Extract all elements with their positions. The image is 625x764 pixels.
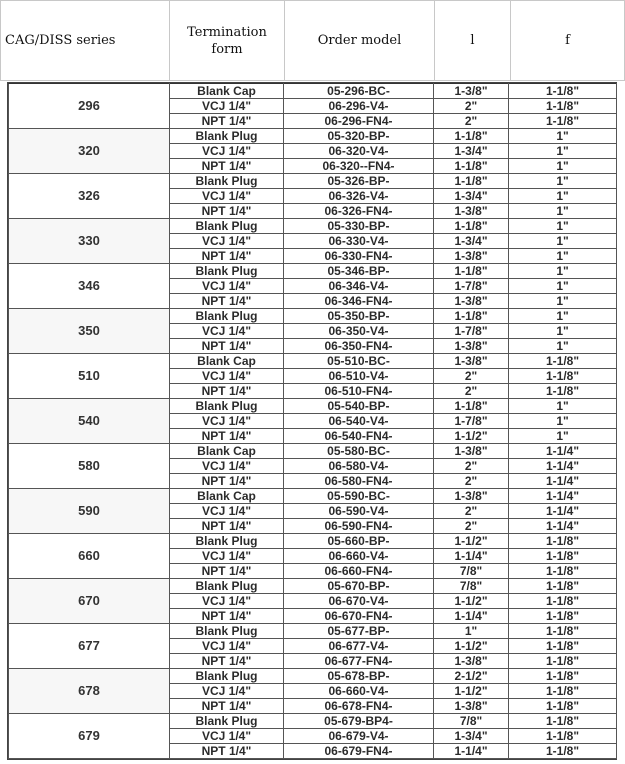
f-cell: 1-1/8"	[509, 699, 617, 714]
f-cell: 1"	[509, 279, 617, 294]
l-cell: 1-1/2"	[434, 534, 509, 549]
f-cell: 1"	[509, 144, 617, 159]
termination-cell: VCJ 1/4"	[170, 414, 284, 429]
termination-cell: Blank Plug	[170, 714, 284, 729]
l-cell: 2"	[434, 474, 509, 489]
series-cell: 677	[9, 624, 170, 669]
spec-table	[8, 83, 617, 759]
order-model-cell: 06-660-V4-	[284, 684, 434, 699]
order-model-cell: 05-677-BP-	[284, 624, 434, 639]
l-cell: 7/8"	[434, 714, 509, 729]
termination-cell: VCJ 1/4"	[170, 459, 284, 474]
order-model-cell: 06-330-FN4-	[284, 249, 434, 264]
order-model-cell: 06-350-V4-	[284, 324, 434, 339]
order-model-cell: 06-540-FN4-	[284, 429, 434, 444]
series-cell: 296	[9, 84, 170, 129]
f-cell: 1-1/8"	[509, 609, 617, 624]
f-cell: 1-1/8"	[509, 549, 617, 564]
f-cell: 1-1/8"	[509, 654, 617, 669]
order-model-cell: 06-320--FN4-	[284, 159, 434, 174]
termination-cell: NPT 1/4"	[170, 384, 284, 399]
l-cell: 1-1/4"	[434, 609, 509, 624]
f-cell: 1"	[509, 294, 617, 309]
termination-cell: VCJ 1/4"	[170, 324, 284, 339]
table-row	[9, 624, 617, 639]
termination-cell: Blank Plug	[170, 129, 284, 144]
termination-column-header	[170, 1, 285, 81]
f-cell: 1-1/8"	[509, 354, 617, 369]
series-cell: 320	[9, 129, 170, 174]
series-cell: 678	[9, 669, 170, 714]
termination-cell: VCJ 1/4"	[170, 639, 284, 654]
termination-cell: NPT 1/4"	[170, 204, 284, 219]
order-model-column-header: Order model	[285, 1, 435, 81]
l-cell: 1-1/8"	[434, 399, 509, 414]
l-cell: 1-3/4"	[434, 234, 509, 249]
series-cell: 670	[9, 579, 170, 624]
order-model-cell: 06-660-FN4-	[284, 564, 434, 579]
f-cell: 1-1/4"	[509, 474, 617, 489]
order-model-cell: 05-510-BC-	[284, 354, 434, 369]
order-model-cell: 06-296-FN4-	[284, 114, 434, 129]
order-model-cell: 05-660-BP-	[284, 534, 434, 549]
termination-header-line2: form	[211, 41, 243, 57]
termination-cell: VCJ 1/4"	[170, 279, 284, 294]
table-row	[9, 489, 617, 504]
l-cell: 1-1/8"	[434, 159, 509, 174]
order-model-cell: 06-350-FN4-	[284, 339, 434, 354]
f-cell: 1-1/4"	[509, 489, 617, 504]
order-model-cell: 05-590-BC-	[284, 489, 434, 504]
l-cell: 1-1/2"	[434, 684, 509, 699]
table-row	[9, 714, 617, 729]
order-model-cell: 05-346-BP-	[284, 264, 434, 279]
f-cell: 1"	[509, 309, 617, 324]
series-cell: 330	[9, 219, 170, 264]
table-row	[9, 444, 617, 459]
l-cell: 7/8"	[434, 579, 509, 594]
f-cell: 1-1/8"	[509, 744, 617, 759]
table-row	[9, 264, 617, 279]
series-cell: 346	[9, 264, 170, 309]
l-cell: 1-3/8"	[434, 444, 509, 459]
f-cell: 1"	[509, 414, 617, 429]
table-row	[9, 534, 617, 549]
order-model-cell: 06-580-V4-	[284, 459, 434, 474]
series-cell: 590	[9, 489, 170, 534]
f-cell: 1"	[509, 339, 617, 354]
f-cell: 1-1/8"	[509, 729, 617, 744]
f-cell: 1-1/4"	[509, 504, 617, 519]
l-cell: 1-3/8"	[434, 204, 509, 219]
l-cell: 1-3/8"	[434, 249, 509, 264]
f-cell: 1"	[509, 249, 617, 264]
termination-cell: VCJ 1/4"	[170, 144, 284, 159]
f-cell: 1-1/8"	[509, 579, 617, 594]
series-cell: 350	[9, 309, 170, 354]
f-cell: 1-1/8"	[509, 84, 617, 99]
termination-cell: Blank Plug	[170, 219, 284, 234]
f-cell: 1"	[509, 174, 617, 189]
series-cell: 326	[9, 174, 170, 219]
termination-cell: Blank Plug	[170, 399, 284, 414]
series-cell: 540	[9, 399, 170, 444]
f-cell: 1"	[509, 129, 617, 144]
f-cell: 1"	[509, 159, 617, 174]
termination-cell: Blank Cap	[170, 444, 284, 459]
termination-cell: NPT 1/4"	[170, 609, 284, 624]
f-cell: 1-1/8"	[509, 534, 617, 549]
termination-cell: Blank Cap	[170, 354, 284, 369]
order-model-cell: 05-678-BP-	[284, 669, 434, 684]
l-cell: 1-1/8"	[434, 174, 509, 189]
l-cell: 1-1/2"	[434, 639, 509, 654]
series-cell: 679	[9, 714, 170, 759]
order-model-cell: 06-326-V4-	[284, 189, 434, 204]
l-cell: 1"	[434, 624, 509, 639]
termination-cell: Blank Plug	[170, 669, 284, 684]
termination-cell: VCJ 1/4"	[170, 729, 284, 744]
table-row	[9, 219, 617, 234]
termination-cell: NPT 1/4"	[170, 249, 284, 264]
l-cell: 1-1/8"	[434, 309, 509, 324]
order-model-cell: 05-320-BP-	[284, 129, 434, 144]
order-model-cell: 06-677-FN4-	[284, 654, 434, 669]
f-cell: 1"	[509, 234, 617, 249]
termination-header-line1: Termination	[187, 24, 267, 40]
order-model-cell: 05-540-BP-	[284, 399, 434, 414]
l-cell: 1-1/4"	[434, 744, 509, 759]
l-cell: 1-3/8"	[434, 354, 509, 369]
l-cell: 2"	[434, 99, 509, 114]
f-cell: 1"	[509, 264, 617, 279]
termination-cell: Blank Plug	[170, 174, 284, 189]
f-cell: 1-1/8"	[509, 114, 617, 129]
order-model-cell: 06-320-V4-	[284, 144, 434, 159]
l-cell: 2"	[434, 369, 509, 384]
l-cell: 1-1/2"	[434, 594, 509, 609]
order-model-cell: 06-540-V4-	[284, 414, 434, 429]
order-model-cell: 06-660-V4-	[284, 549, 434, 564]
termination-cell: VCJ 1/4"	[170, 504, 284, 519]
termination-cell: VCJ 1/4"	[170, 684, 284, 699]
f-column-header: f	[511, 1, 625, 81]
order-model-cell: 05-670-BP-	[284, 579, 434, 594]
l-cell: 2"	[434, 384, 509, 399]
order-model-cell: 06-330-V4-	[284, 234, 434, 249]
f-cell: 1-1/8"	[509, 714, 617, 729]
l-cell: 1-3/8"	[434, 294, 509, 309]
table-row	[9, 669, 617, 684]
termination-cell: Blank Plug	[170, 624, 284, 639]
l-cell: 1-3/8"	[434, 489, 509, 504]
l-column-header: l	[435, 1, 511, 81]
order-model-cell: 05-580-BC-	[284, 444, 434, 459]
order-model-cell: 05-679-BP4-	[284, 714, 434, 729]
l-cell: 1-3/4"	[434, 144, 509, 159]
termination-cell: Blank Cap	[170, 489, 284, 504]
order-model-cell: 06-510-FN4-	[284, 384, 434, 399]
table-row	[9, 354, 617, 369]
f-cell: 1"	[509, 204, 617, 219]
l-cell: 1-7/8"	[434, 324, 509, 339]
series-cell: 660	[9, 534, 170, 579]
f-cell: 1-1/8"	[509, 684, 617, 699]
order-model-cell: 06-678-FN4-	[284, 699, 434, 714]
f-cell: 1-1/8"	[509, 369, 617, 384]
l-cell: 1-1/4"	[434, 549, 509, 564]
termination-cell: Blank Plug	[170, 579, 284, 594]
f-cell: 1"	[509, 219, 617, 234]
l-cell: 2"	[434, 504, 509, 519]
f-cell: 1"	[509, 324, 617, 339]
termination-cell: VCJ 1/4"	[170, 594, 284, 609]
f-cell: 1-1/8"	[509, 99, 617, 114]
termination-cell: VCJ 1/4"	[170, 99, 284, 114]
series-column-header: CAG/DISS series	[1, 1, 170, 81]
series-cell: 510	[9, 354, 170, 399]
termination-cell: Blank Plug	[170, 534, 284, 549]
order-model-cell: 06-346-FN4-	[284, 294, 434, 309]
f-cell: 1-1/8"	[509, 624, 617, 639]
order-model-cell: 06-326-FN4-	[284, 204, 434, 219]
order-model-cell: 06-670-V4-	[284, 594, 434, 609]
f-cell: 1-1/8"	[509, 564, 617, 579]
f-cell: 1-1/4"	[509, 519, 617, 534]
l-cell: 1-1/2"	[434, 429, 509, 444]
termination-cell: Blank Cap	[170, 84, 284, 99]
order-model-cell: 05-326-BP-	[284, 174, 434, 189]
f-cell: 1"	[509, 429, 617, 444]
termination-cell: NPT 1/4"	[170, 159, 284, 174]
termination-cell: VCJ 1/4"	[170, 549, 284, 564]
termination-cell: NPT 1/4"	[170, 114, 284, 129]
f-cell: 1-1/8"	[509, 669, 617, 684]
order-model-cell: 06-346-V4-	[284, 279, 434, 294]
table-row	[9, 579, 617, 594]
order-model-cell: 06-510-V4-	[284, 369, 434, 384]
l-cell: 1-3/4"	[434, 729, 509, 744]
f-cell: 1"	[509, 189, 617, 204]
f-cell: 1-1/8"	[509, 594, 617, 609]
f-cell: 1-1/4"	[509, 459, 617, 474]
table-body-frame	[7, 82, 617, 760]
termination-cell: NPT 1/4"	[170, 474, 284, 489]
table-row	[9, 129, 617, 144]
termination-cell: NPT 1/4"	[170, 744, 284, 759]
table-row	[9, 399, 617, 414]
order-model-cell: 06-590-FN4-	[284, 519, 434, 534]
l-cell: 1-1/8"	[434, 264, 509, 279]
order-model-cell: 06-677-V4-	[284, 639, 434, 654]
l-cell: 2"	[434, 519, 509, 534]
table-row	[9, 84, 617, 99]
l-cell: 2"	[434, 459, 509, 474]
l-cell: 1-3/8"	[434, 699, 509, 714]
order-model-cell: 06-590-V4-	[284, 504, 434, 519]
f-cell: 1-1/8"	[509, 639, 617, 654]
termination-cell: NPT 1/4"	[170, 339, 284, 354]
order-model-cell: 06-679-FN4-	[284, 744, 434, 759]
l-cell: 1-3/8"	[434, 84, 509, 99]
termination-cell: Blank Plug	[170, 309, 284, 324]
order-model-cell: 05-330-BP-	[284, 219, 434, 234]
termination-cell: VCJ 1/4"	[170, 234, 284, 249]
l-cell: 1-1/8"	[434, 129, 509, 144]
order-model-cell: 06-580-FN4-	[284, 474, 434, 489]
order-model-cell: 05-350-BP-	[284, 309, 434, 324]
table-row	[9, 174, 617, 189]
l-cell: 1-3/8"	[434, 654, 509, 669]
order-model-cell: 06-296-V4-	[284, 99, 434, 114]
l-cell: 7/8"	[434, 564, 509, 579]
table-header	[0, 0, 625, 81]
l-cell: 2"	[434, 114, 509, 129]
termination-cell: NPT 1/4"	[170, 699, 284, 714]
termination-cell: VCJ 1/4"	[170, 369, 284, 384]
l-cell: 1-1/8"	[434, 219, 509, 234]
l-cell: 1-7/8"	[434, 279, 509, 294]
l-cell: 1-3/4"	[434, 189, 509, 204]
order-model-cell: 06-670-FN4-	[284, 609, 434, 624]
table-row	[9, 309, 617, 324]
termination-cell: Blank Plug	[170, 264, 284, 279]
order-model-cell: 06-679-V4-	[284, 729, 434, 744]
f-cell: 1"	[509, 399, 617, 414]
f-cell: 1-1/8"	[509, 384, 617, 399]
series-cell: 580	[9, 444, 170, 489]
termination-cell: NPT 1/4"	[170, 654, 284, 669]
termination-cell: NPT 1/4"	[170, 429, 284, 444]
termination-cell: NPT 1/4"	[170, 294, 284, 309]
f-cell: 1-1/4"	[509, 444, 617, 459]
l-cell: 1-3/8"	[434, 339, 509, 354]
l-cell: 2-1/2"	[434, 669, 509, 684]
order-model-cell: 05-296-BC-	[284, 84, 434, 99]
termination-cell: NPT 1/4"	[170, 564, 284, 579]
termination-cell: NPT 1/4"	[170, 519, 284, 534]
termination-cell: VCJ 1/4"	[170, 189, 284, 204]
l-cell: 1-7/8"	[434, 414, 509, 429]
